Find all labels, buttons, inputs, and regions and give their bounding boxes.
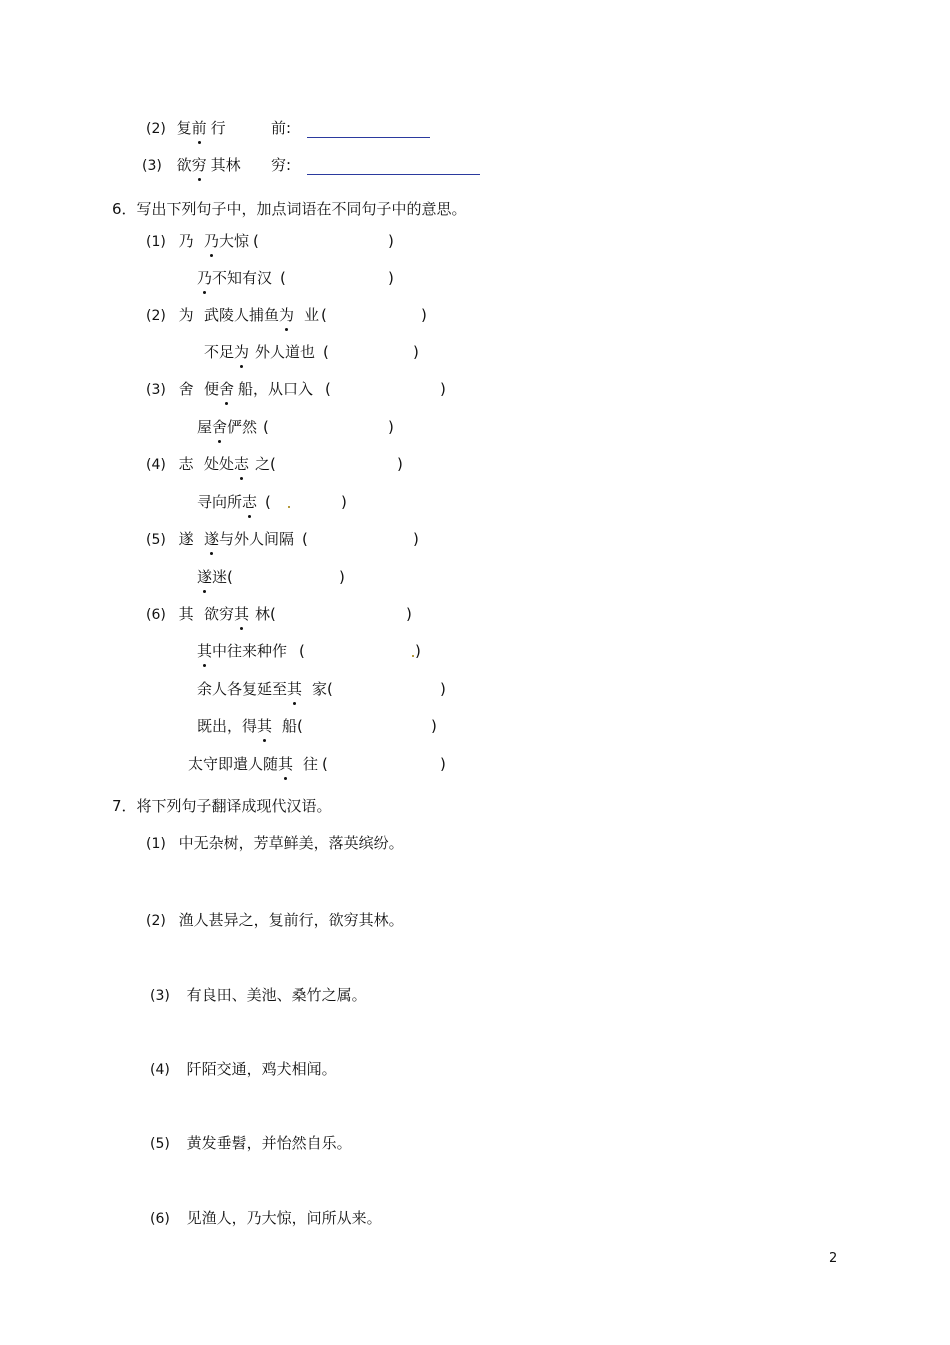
- q6-group-number: [146, 604, 194, 625]
- q5-item-2: [146, 118, 226, 139]
- q5-item-text-pre: 欲: [176, 156, 192, 174]
- q6-line-pre: 武陵人捕鱼: [204, 306, 280, 324]
- answer-paren-close: ): [421, 306, 427, 324]
- dotted-character: 志: [234, 455, 250, 473]
- q6-group-4-char: 志: [178, 455, 194, 473]
- q6-group-number: [146, 231, 194, 252]
- q7-item: [150, 1059, 337, 1080]
- q6-line: [204, 231, 259, 251]
- q5-item-number: (3): [142, 158, 162, 174]
- q6-group-number: [146, 379, 194, 400]
- q6-group-6-char: 其: [178, 605, 194, 623]
- answer-paren-close: ): [440, 755, 446, 773]
- q6-line-pre: 不足: [204, 343, 235, 361]
- answer-paren-close: ): [415, 642, 421, 660]
- q6-group-2-char: 为: [178, 306, 194, 324]
- q6-line-post: 林: [255, 605, 271, 623]
- q6-line-pre: 寻向所: [197, 493, 243, 511]
- q7-item: [150, 1208, 382, 1229]
- q6-line-post: 大惊: [219, 232, 250, 250]
- q7-item: [150, 1133, 352, 1154]
- q5-item-2-label: 前:: [271, 119, 292, 137]
- q6-group-5-char: 遂: [178, 530, 194, 548]
- q6-group-3-number: (3): [146, 382, 166, 398]
- q6-line-pre: 欲穷: [204, 605, 235, 623]
- answer-paren-close: ): [388, 232, 394, 250]
- q7-item: [146, 910, 404, 931]
- q6-line-post: 不知有汉: [212, 269, 273, 287]
- q6-group-6-number: (6): [146, 607, 166, 623]
- q6-line-pre: 既出，得: [197, 717, 258, 735]
- q7-item-text: 见渔人，乃大惊，问所从来。: [186, 1209, 382, 1227]
- q7-item-number: (3): [150, 988, 170, 1004]
- answer-paren-open: (: [302, 530, 308, 548]
- answer-paren-open: (: [297, 717, 303, 735]
- dotted-character: 舍: [212, 418, 228, 436]
- q6-line-post: 之: [255, 455, 271, 473]
- q7-item-text: 有良田、美池、桑竹之属。: [186, 986, 367, 1004]
- answer-paren-open: (: [325, 380, 331, 398]
- answer-paren-open: (: [280, 269, 286, 287]
- q6-line-post: 船，从口入: [238, 380, 314, 398]
- dotted-character: 其: [197, 642, 213, 660]
- q5-item-number: (2): [146, 121, 166, 137]
- dotted-character: 乃: [197, 269, 213, 287]
- q6-line-post: 外人道也: [255, 343, 316, 361]
- q6-line-pre: 太守即遣人随: [188, 755, 279, 773]
- q6-line: [197, 417, 269, 437]
- answer-paren-close: ): [339, 568, 345, 586]
- answer-paren-close: ): [406, 605, 412, 623]
- answer-paren-close: ): [431, 717, 437, 735]
- answer-paren-open: (: [227, 568, 233, 586]
- q7-item-number: (1): [146, 836, 166, 852]
- q6-line: [197, 679, 333, 699]
- dotted-character: 其: [287, 680, 303, 698]
- answer-paren-open: (: [265, 493, 271, 511]
- dotted-character: 为: [234, 343, 250, 361]
- q7-item-text: 阡陌交通，鸡犬相闻。: [186, 1060, 337, 1078]
- q5-item-text-pre: 复: [176, 119, 192, 137]
- dotted-character: 乃: [204, 232, 220, 250]
- q6-line-pre: 便: [204, 380, 220, 398]
- answer-paren-close: ): [440, 680, 446, 698]
- q6-line: [204, 604, 276, 624]
- dotted-character: 遂: [197, 568, 213, 586]
- answer-paren-open: (: [323, 343, 329, 361]
- q6-line-post: 中往来种作: [212, 642, 288, 660]
- q7-item-text: 渔人甚异之，复前行，欲穷其林。: [178, 911, 404, 929]
- answer-paren-open: (: [270, 605, 276, 623]
- q6-group-number: [146, 305, 194, 326]
- answer-paren-open: (: [322, 755, 328, 773]
- answer-paren-open: (: [263, 418, 269, 436]
- dotted-character: 其: [278, 755, 294, 773]
- page-number: 2: [829, 1251, 838, 1266]
- q6-line-pre: 屋: [197, 418, 213, 436]
- answer-paren-close: ): [413, 343, 419, 361]
- q6-group-2-number: (2): [146, 308, 166, 324]
- q6-line-post: 家: [312, 680, 328, 698]
- q5-item-3: [142, 155, 241, 176]
- q6-line-post: 业: [304, 306, 320, 324]
- q6-group-number: [146, 529, 194, 550]
- q7-item-text: 中无杂树，芳草鲜美，落英缤纷。: [178, 834, 404, 852]
- dotted-character: 舍: [219, 380, 235, 398]
- stray-mark: [288, 506, 290, 508]
- q7-title: 7．将下列句子翻译成现代汉语。: [112, 797, 332, 815]
- answer-paren-close: ): [440, 380, 446, 398]
- q6-line: [204, 305, 327, 325]
- q5-answer-blank-1[interactable]: [307, 137, 430, 138]
- answer-paren-open: (: [321, 306, 327, 324]
- q5-item-3-label: 穷:: [271, 156, 292, 174]
- q6-line: [188, 754, 328, 774]
- answer-paren-open: (: [327, 680, 333, 698]
- q7-item-number: (5): [150, 1136, 170, 1152]
- q6-group-1-number: (1): [146, 234, 166, 250]
- q7-item: [146, 833, 404, 854]
- answer-paren-open: (: [253, 232, 259, 250]
- q6-line: [204, 454, 276, 474]
- q6-line: [197, 641, 305, 661]
- q6-line-post: 俨然: [227, 418, 258, 436]
- dotted-character: 前: [191, 119, 207, 137]
- dotted-character: 志: [242, 493, 258, 511]
- q6-line: [197, 268, 286, 288]
- q6-line-post: 与外人间隔: [219, 530, 295, 548]
- q7-item-number: (6): [150, 1211, 170, 1227]
- q6-line: [204, 529, 308, 549]
- q6-line: [197, 567, 233, 587]
- answer-paren-close: ): [413, 530, 419, 548]
- q6-line: [204, 342, 329, 362]
- dotted-character: 为: [279, 306, 295, 324]
- answer-paren-close: ): [341, 493, 347, 511]
- q6-line: [197, 716, 303, 736]
- q6-group-number: [146, 454, 194, 475]
- answer-paren-open: (: [299, 642, 305, 660]
- q6-group-5-number: (5): [146, 532, 166, 548]
- dotted-character: 遂: [204, 530, 220, 548]
- stray-mark: [412, 655, 414, 657]
- q6-group-4-number: (4): [146, 457, 166, 473]
- answer-paren-close: ): [397, 455, 403, 473]
- dotted-character: 其: [234, 605, 250, 623]
- q7-item-text: 黄发垂髫，并怡然自乐。: [186, 1134, 352, 1152]
- q6-line-post: 往: [303, 755, 319, 773]
- q7-item-number: (2): [146, 913, 166, 929]
- q6-line: [204, 379, 331, 399]
- q6-title: 6．写出下列句子中，加点词语在不同句子中的意思。: [112, 200, 467, 218]
- dotted-character: 穷: [191, 156, 207, 174]
- q7-item: [150, 985, 367, 1006]
- q6-line-pre: 余人各复延至: [197, 680, 288, 698]
- answer-paren-open: (: [270, 455, 276, 473]
- q6-line-post: 迷: [212, 568, 228, 586]
- q7-item-number: (4): [150, 1062, 170, 1078]
- q6-line: [197, 492, 271, 512]
- q6-group-1-char: 乃: [178, 232, 194, 250]
- q6-line-pre: 处处: [204, 455, 235, 473]
- q5-item-text-post: 其林: [210, 156, 241, 174]
- answer-paren-close: ): [388, 418, 394, 436]
- dotted-character: 其: [257, 717, 273, 735]
- answer-paren-close: ): [388, 269, 394, 287]
- q6-group-3-char: 舍: [178, 380, 194, 398]
- q5-answer-blank-2[interactable]: [307, 174, 480, 175]
- q5-item-text-post: 行: [210, 119, 226, 137]
- q6-line-post: 船: [282, 717, 298, 735]
